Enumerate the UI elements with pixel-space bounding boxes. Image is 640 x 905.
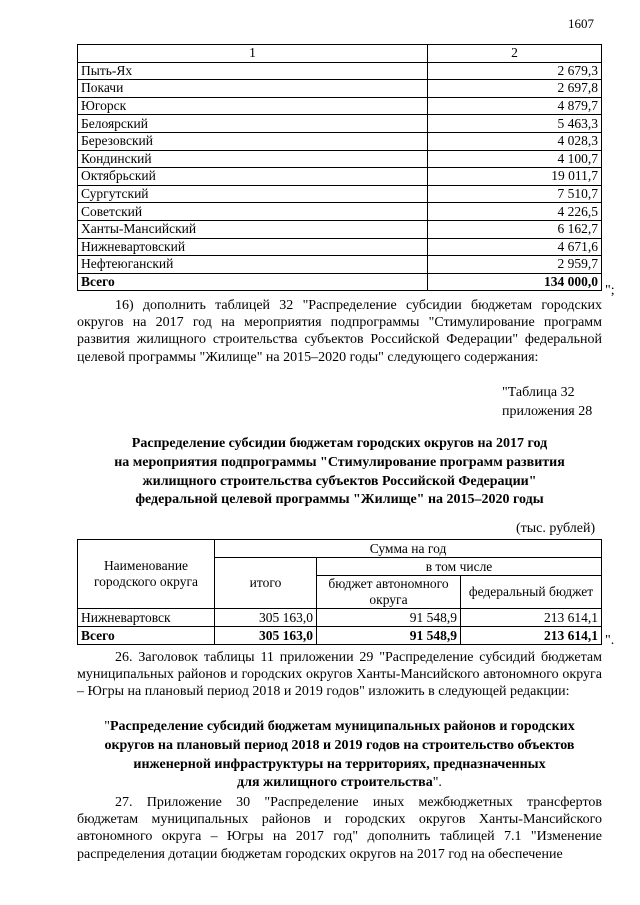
column-header-ao-budget: бюджет автономного округа	[317, 576, 461, 609]
column-header-federal-budget: федеральный бюджет	[461, 576, 602, 609]
table-closing-mark: ";	[605, 283, 615, 298]
table-row: Югорск 4 879,7	[78, 97, 602, 115]
paragraph-26: 26. Заголовок таблицы 11 приложении 29 "Распределение субсидий бюджетам муниципальных районов и городских округов Ханты-Мансийского автономного округа – Югры на плановый период 2018 и 2019 годов" изложить в следующей редакции:	[77, 650, 602, 700]
table-row: Березовский 4 028,3	[78, 132, 602, 150]
paragraph-16: 16) дополнить таблицей 32 "Распределение субсидии бюджетам городских округов на 2017 год на мероприятия подпрограммы "Стимулирование программ развития жилищного строительства субъектов Российской Федерации" федеральной целевой программы "Жилище" на 2015–2020 годы" следующего содержания:	[77, 298, 602, 365]
subsidy-table	[77, 539, 602, 645]
table-32-label: "Таблица 32 приложения 28	[502, 385, 593, 419]
paragraph-27: 27. Приложение 30 "Распределение иных межбюджетных трансфертов бюджетам муниципальных районов и городских округов Ханты-Мансийского автономного округа – Югры на 2017 год" дополнить таблицей 7.1 "Изменение распределения дотации бюджетам городских округов на 2017 год на обеспечение	[77, 795, 602, 862]
table-row: Нижневартовский 4 671,6	[78, 238, 602, 256]
table-row: Советский 4 226,5	[78, 203, 602, 221]
table-total-row: Всего 134 000,0	[78, 273, 602, 291]
table-row: Сургутский 7 510,7	[78, 185, 602, 203]
table-row: Нефтеюганский 2 959,7	[78, 256, 602, 274]
table-row: Белоярский 5 463,3	[78, 115, 602, 133]
page-number: 1607	[568, 16, 594, 31]
table-row: Пыть-Ях 2 679,3	[78, 62, 602, 80]
column-header-sum: Сумма на год	[215, 540, 602, 558]
table-row: Нижневартовск 305 163,0 91 548,9 213 614,1	[78, 609, 602, 627]
table-total-row: Всего 305 163,0 91 548,9 213 614,1	[78, 627, 602, 645]
table-header-row	[78, 45, 602, 63]
districts-table	[77, 44, 602, 291]
column-header-name: Наименование городского округа	[78, 540, 215, 609]
column-header: 2	[428, 45, 602, 63]
unit-label: (тыс. рублей)	[516, 521, 596, 536]
table-row: Ханты-Мансийский 6 162,7	[78, 220, 602, 238]
column-header: 1	[78, 45, 428, 63]
table-row: Покачи 2 697,8	[78, 80, 602, 98]
heading-26: "Распределение субсидий бюджетам муниципальных районов и городских округов на плановый период 2018 и 2019 годов на строительство объектов инженерной инфраструктуры на территориях, предназначенных для жилищного строительства".	[104, 719, 575, 791]
table-32-title: Распределение субсидии бюджетам городских округов на 2017 год на мероприятия подпрограммы "Стимулирование программ развития жилищного строительства субъектов Российской Федерации" федеральной целевой программы "Жилище" на 2015–2020 годы	[114, 436, 565, 508]
table-row: Октябрьский 19 011,7	[78, 168, 602, 186]
table-closing-mark: ".	[605, 633, 615, 648]
table-row: Кондинский 4 100,7	[78, 150, 602, 168]
column-header-total: итого	[215, 558, 317, 609]
column-header-including: в том числе	[317, 558, 602, 576]
